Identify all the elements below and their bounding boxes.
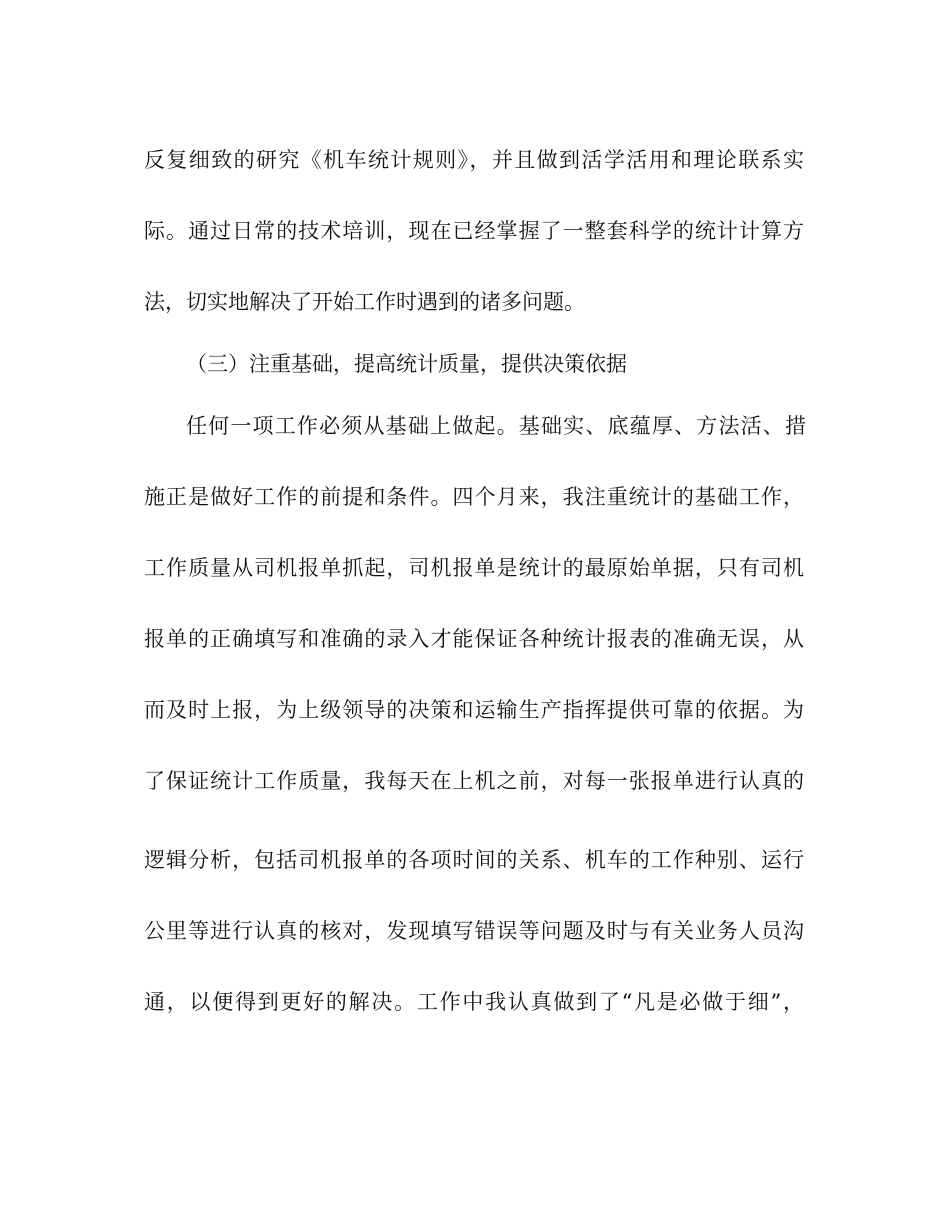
text-line: 而及时上报，为上级领导的决策和运输生产指挥提供可靠的依据。为 [144,698,804,722]
text-line: 公里等进行认真的核对，发现填写错误等问题及时与有关业务人员沟 [144,919,804,943]
text-line: 施正是做好工作的前提和条件。四个月来，我注重统计的基础工作， [144,485,804,509]
text-line: 际。通过日常的技术培训，现在已经掌握了一整套科学的统计计算方 [144,219,804,243]
text-line: 反复细致的研究《机车统计规则》，并且做到活学活用和理论联系实 [144,148,804,172]
paragraph-first-line: 任何一项工作必须从基础上做起。基础实、底蕴厚、方法活、措 [186,414,806,438]
section-heading: （三）注重基础，提高统计质量，提供决策依据 [186,352,627,376]
text-line: 通，以便得到更好的解决。工作中我认真做到了“凡是必做于细”， [144,990,804,1014]
text-line: 报单的正确填写和准确的录入才能保证各种统计报表的准确无误，从 [144,627,804,651]
text-line: 法，切实地解决了开始工作时遇到的诸多问题。 [144,290,585,314]
text-line: 逻辑分析，包括司机报单的各项时间的关系、机车的工作种别、运行 [144,848,804,872]
text-line: 了保证统计工作质量，我每天在上机之前，对每一张报单进行认真的 [144,769,804,793]
text-line: 工作质量从司机报单抓起，司机报单是统计的最原始单据，只有司机 [144,556,804,580]
